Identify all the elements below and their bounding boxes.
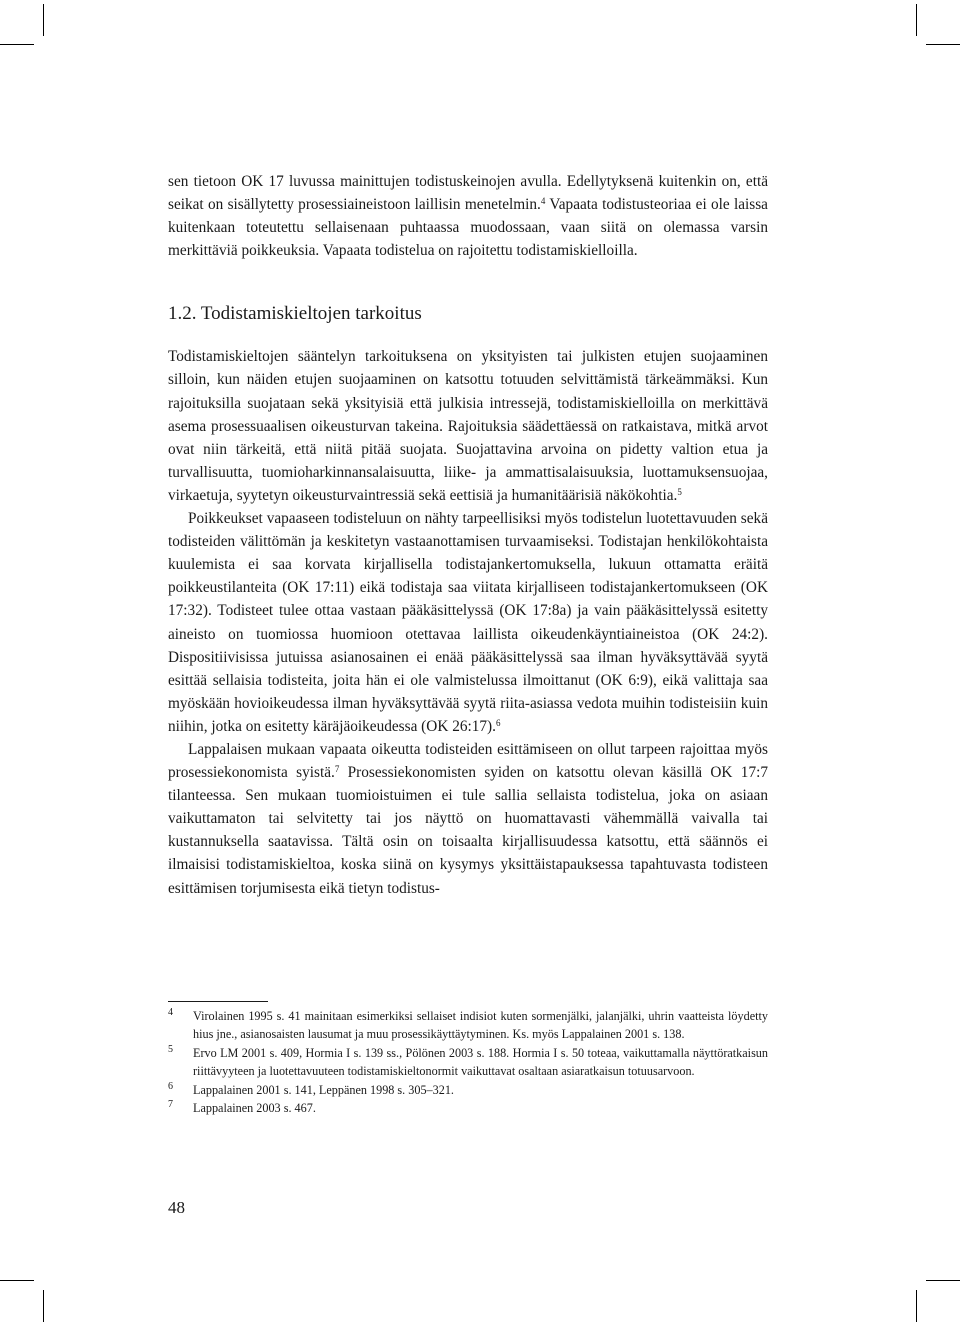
footnote-ref[interactable]: 6 <box>495 717 501 728</box>
crop-mark <box>0 1280 34 1281</box>
crop-mark <box>43 1290 44 1322</box>
crop-mark <box>926 1280 960 1281</box>
page-number: 48 <box>168 1198 185 1217</box>
paragraph-text: Prosessiekonomisten syiden on katsottu olevan käsillä OK 17:7 tilanteessa. Sen mukaan tuomioistuimen ei tule sallia sellaista todistelua, joka on asiaan vaikuttamaton tai selvitetty tai jos näyttö on huomattavasti vähemmällä vaivalla tai kustannuksella saatavissa. Tältä osin on toisaalta kirjallisuudessa katsottu, että säännös ei ilmaisisi todistamiskieltoa, koska siinä on kysymys yksittäistapauksessa tapahtuvasta todisteen esittämisen torjumisesta eikä tietyn todistus- <box>168 764 768 897</box>
intro-text-1: sen tietoon OK 17 luvussa mainittujen todistuskeinojen avulla. Edellytyksenä kuitenkin on, että seikat on sisällytetty prosessiaineistoon laillisin menetelmin. <box>168 173 768 214</box>
footnotes <box>168 1007 768 1117</box>
footnote-text: Lappalainen 2001 s. 141, Leppänen 1998 s. 305–321. <box>193 1083 454 1097</box>
body-paragraph <box>168 507 768 738</box>
intro-paragraph <box>168 170 768 262</box>
footnote-ref[interactable]: 7 <box>334 764 340 775</box>
section-heading: 1.2. Todistamiskieltojen tarkoitus <box>168 303 422 325</box>
footnote-number: 6 <box>168 1081 173 1092</box>
footnote <box>168 1099 768 1117</box>
page-body <box>168 170 768 900</box>
body-paragraph <box>168 345 768 507</box>
paragraph-text: Lappalaisen mukaan vapaata oikeutta todisteiden esittämiseen on ollut tarpeen rajoittaa myös prosessiekonomista syistä. <box>168 740 768 782</box>
paragraph-text: Todistamiskieltojen sääntelyn tarkoituksena on yksityisten tai julkisten etujen suojaaminen silloin, kun näiden etujen suojaaminen on katsottu totuuden selvittämistä tärkeämmäksi. Kun rajoituksilla suojataan sekä yksityisiä että julkisia intressejä, todistamiskielloilla on merkittävä asema prosessuaalisen oikeusturvan takeina. Rajoituksia säädettäessä on ratkaistava, mitkä arvot ovat niin tärkeitä, että niitä pitää suojata. Suojattavina arvoina on pidetty valtion etua ja turvallisuutta, tuomioharkinnansalaisuutta, liike- ja ammattisalaisuuksia, luottamuksensuojaa, virkaetuja, syytetyn oikeusturvaintressiä sekä eettisiä ja humanitäärisiä näkökohtia. <box>168 348 768 504</box>
footnote <box>168 1007 768 1043</box>
footnote <box>168 1044 768 1080</box>
intro-text-2: Vapaata todistusteoriaa ei ole laissa kuitenkaan toteutettu sellaisenaan puhtaassa muodossaan, vaan siitä on olemassa varsin merkittäviä poikkeuksia. Vapaata todistelua on rajoitettu todistamiskielloilla. <box>168 196 768 260</box>
crop-mark <box>43 4 44 36</box>
footnote-number: 5 <box>168 1044 173 1055</box>
crop-mark <box>916 4 917 36</box>
body-paragraph <box>168 738 768 900</box>
crop-mark <box>916 1290 917 1322</box>
footnote-text: Lappalainen 2003 s. 467. <box>193 1101 316 1115</box>
footnote-number: 4 <box>168 1007 173 1018</box>
footnote-number: 7 <box>168 1099 173 1110</box>
footnote-text: Virolainen 1995 s. 41 mainitaan esimerkiksi sellaiset indisiot kuten sormenjälki, jalanjälki, uhrin vaatteista löydetty hius jne., asianosaisten lausumat ja muu prosessikäyttäytyminen. Ks. myös Lappalainen 2001 s. 138. <box>193 1009 768 1041</box>
crop-mark <box>0 44 34 45</box>
footnote-ref[interactable]: 5 <box>677 486 682 497</box>
crop-mark <box>926 44 960 45</box>
footnote <box>168 1081 768 1099</box>
footnote-separator <box>168 1001 268 1002</box>
paragraph-text: Poikkeukset vapaaseen todisteluun on nähty tarpeellisiksi myös todistelun luotettavuuden sekä todisteiden välittömän ja keskitetyn vastaanottamisen turvaamiseksi. Todistajan henkilökohtaista kuulemista ei saa korvata kirjallisella todistajankertomuksella, lukuun ottamatta eräitä poikkeustilanteita (OK 17:11) eikä todistaja saa viitata kirjalliseen todistajankertomukseen (OK 17:32). Todisteet tulee ottaa vastaan pääkäsittelyssä (OK 17:8a) ja vain pääkäsittelyssä esitetty aineisto on tuomiossa huomioon otettavaa laillista oikeudenkäyntiaineistoa (OK 24:2). Dispositiivisissa jutuissa asianosainen ei enää pääkäsittelyssä saa ilman hyväksyttävää syytä esittää sellaisia todisteita, joita hän ei ole valmistelussa ilmoittanut (OK 6:9), eikä valittaja saa myöskään hovioikeudessa ilman hyväksyttävää syytä riita-asiassa vedota muihin todisteisiin kuin niihin, jotka on esitetty käräjäoikeudessa (OK 26:17). <box>168 510 768 735</box>
footnote-ref[interactable]: 4 <box>540 196 546 207</box>
footnote-text: Ervo LM 2001 s. 409, Hormia I s. 139 ss., Pölönen 2003 s. 188. Hormia I s. 50 toteaa, vaikuttamalla näyttöratkaisun riittävyyteen ja luotettavuuteen todistamiskieltonormit vaikuttavat osaltaan asiaratkaisun totuusarvoon. <box>193 1046 768 1078</box>
